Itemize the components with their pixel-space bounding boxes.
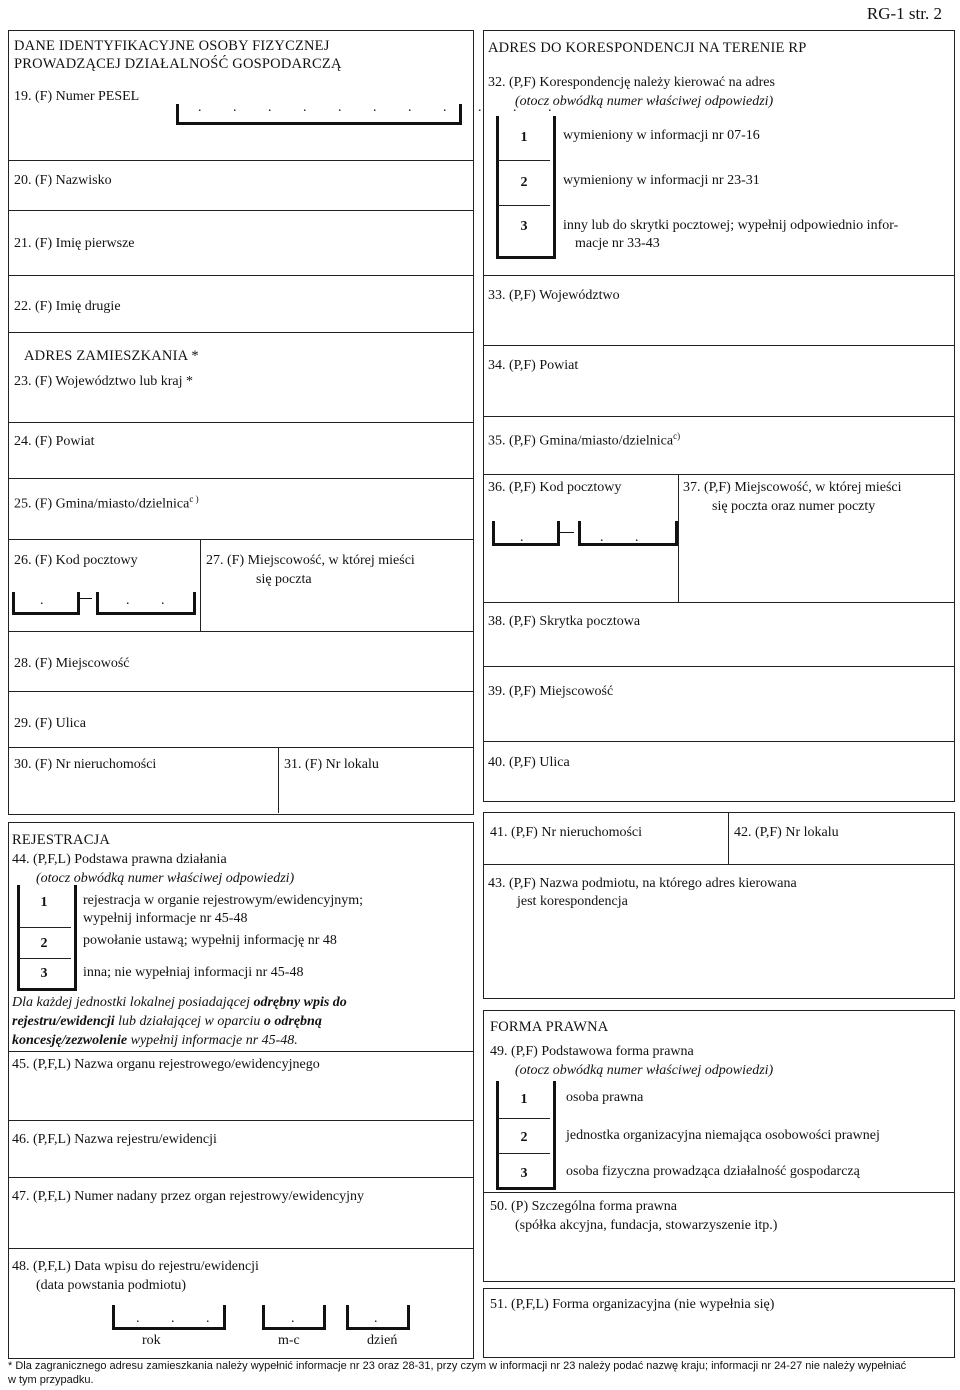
reg-option-1-text-1: rejestracja w organie rejestrowym/ewidencyjnym; — [83, 893, 364, 908]
field-39-label: 39. (P,F) Miejscowość — [488, 684, 614, 699]
county-field[interactable] — [8, 422, 473, 478]
field-44-hint: (otocz obwódką numer właściwej odpowiedzi) — [36, 871, 295, 886]
field-44-label: 44. (P,F,L) Podstawa prawna działania — [12, 852, 227, 867]
legal-option-2-text: jednostka organizacyjna niemająca osobowości prawnej — [566, 1128, 880, 1143]
legal-form-title: FORMA PRAWNA — [490, 1019, 609, 1035]
po-box-field[interactable] — [483, 602, 954, 666]
field-43-label-1: 43. (P,F) Nazwa podmiotu, na którego adres kierowana — [488, 876, 797, 891]
legal-option-1-number[interactable]: 1 — [520, 1092, 528, 1107]
corr-apartment-number-field[interactable] — [728, 812, 954, 864]
reg-note-line3: koncesję/zezwolenie wypełnij informacje nr 45-48. — [12, 1033, 298, 1048]
registry-name-field[interactable] — [8, 1120, 473, 1177]
field-21-label: 21. (F) Imię pierwsze — [14, 236, 135, 251]
corr-option-1-number[interactable]: 1 — [520, 130, 528, 145]
corr-option-3-number[interactable]: 3 — [520, 219, 528, 234]
page-label: RG-1 str. 2 — [866, 4, 942, 23]
field-31-label: 31. (F) Nr lokalu — [284, 757, 379, 772]
field-23-label: 23. (F) Województwo lub kraj * — [14, 374, 194, 389]
footnote-line1: * Dla zagranicznego adresu zamieszkania należy wypełnić informacje nr 23 oraz 28-31, przy czym w informacji nr 23 należy podać nazwę kraju; informacji nr 24-27 nie należy wypełniać — [8, 1360, 907, 1372]
corr-locality-field[interactable] — [483, 666, 954, 741]
reg-date-month-label: m-c — [278, 1333, 300, 1348]
reg-option-1-text-2: wypełnij informacje nr 45-48 — [83, 911, 248, 926]
reg-option-3-text: inna; nie wypełniaj informacji nr 45-48 — [83, 965, 304, 980]
corr-postal-code-a-dots: . — [520, 530, 524, 545]
field-49-hint: (otocz obwódką numer właściwej odpowiedzi) — [515, 1063, 774, 1078]
corr-entity-name-field[interactable] — [483, 864, 954, 997]
corr-post-town-field[interactable] — [678, 474, 954, 602]
second-name-field[interactable] — [8, 275, 473, 332]
reg-date-day-label: dzień — [367, 1333, 398, 1348]
corr-voivodeship-field[interactable] — [483, 275, 954, 345]
field-37-label-2: się poczta oraz numer poczty — [712, 499, 876, 514]
legal-option-3-text: osoba fizyczna prowadząca działalność gospodarczą — [566, 1164, 860, 1179]
corr-option-2-number[interactable]: 2 — [520, 175, 528, 190]
reg-date-day-dots: . — [374, 1311, 378, 1326]
field-27-label-1: 27. (F) Miejscowość, w której mieści — [206, 553, 415, 568]
corr-postal-code-b-dots: . . — [600, 530, 653, 545]
apartment-number-field[interactable] — [278, 747, 473, 813]
reg-date-year-dots: . . . — [136, 1311, 224, 1326]
special-legal-form-field[interactable] — [483, 1192, 954, 1280]
reg-date-year-label: rok — [142, 1333, 161, 1348]
field-27-label-2: się poczta — [256, 572, 312, 587]
postal-code-b-dots: . . — [126, 593, 179, 608]
address-title: ADRES ZAMIESZKANIA * — [24, 348, 199, 364]
surname-field[interactable] — [8, 160, 473, 210]
corr-option-1-text: wymieniony w informacji nr 07-16 — [563, 128, 760, 143]
registry-authority-field[interactable] — [8, 1051, 473, 1120]
field-35-label: 35. (P,F) Gmina/miasto/dzielnica$^{c)}$ — [488, 431, 681, 449]
legal-option-1-text: osoba prawna — [566, 1090, 644, 1105]
reg-option-2-text: powołanie ustawą; wypełnij informację nr 48 — [83, 933, 337, 948]
field-20-label: 20. (F) Nazwisko — [14, 173, 112, 188]
field-43-label-2: jest korespondencja — [517, 894, 628, 909]
field-32-hint: (otocz obwódką numer właściwej odpowiedzi) — [515, 94, 774, 109]
corr-building-number-field[interactable] — [483, 812, 728, 864]
corr-option-3-text-2: macje nr 33-43 — [575, 236, 660, 251]
footnote-line2: w tym przypadku. — [8, 1374, 94, 1386]
field-32-label: 32. (P,F) Korespondencję należy kierować na adres — [488, 75, 775, 90]
reg-option-2-number[interactable]: 2 — [40, 936, 48, 951]
field-19-label: 19. (F) Numer PESEL — [14, 89, 140, 104]
registration-title: REJESTRACJA — [12, 832, 111, 848]
person-title-line1: DANE IDENTYFIKACYJNE OSOBY FIZYCZNEJ — [14, 38, 330, 54]
corr-option-2-text: wymieniony w informacji nr 23-31 — [563, 173, 760, 188]
street-field[interactable] — [8, 691, 473, 747]
field-38-label: 38. (P,F) Skrytka pocztowa — [488, 614, 641, 629]
field-42-label: 42. (P,F) Nr lokalu — [734, 825, 839, 840]
field-41-label: 41. (P,F) Nr nieruchomości — [490, 825, 643, 840]
first-name-field[interactable] — [8, 210, 473, 275]
reg-date-day[interactable] — [346, 1305, 410, 1330]
locality-field[interactable] — [8, 631, 473, 691]
reg-option-1-number[interactable]: 1 — [40, 895, 48, 910]
field-40-label: 40. (P,F) Ulica — [488, 755, 570, 770]
corr-municipality-field[interactable] — [483, 416, 954, 474]
post-town-field[interactable] — [200, 539, 473, 631]
corr-option-3-text-1: inny lub do skrytki pocztowej; wypełnij odpowiednio infor- — [563, 218, 899, 233]
field-49-label: 49. (P,F) Podstawowa forma prawna — [490, 1044, 694, 1059]
building-number-field[interactable] — [8, 747, 278, 813]
field-48-label-2: (data powstania podmiotu) — [36, 1278, 187, 1293]
field-26-label: 26. (F) Kod pocztowy — [14, 553, 138, 568]
field-46-label: 46. (P,F,L) Nazwa rejestru/ewidencji — [12, 1132, 217, 1147]
field-45-label: 45. (P,F,L) Nazwa organu rejestrowego/ewidencyjnego — [12, 1057, 320, 1072]
field-30-label: 30. (F) Nr nieruchomości — [14, 757, 157, 772]
field-22-label: 22. (F) Imię drugie — [14, 299, 121, 314]
field-25-label: 25. (F) Gmina/miasto/dzielnica$^{c )}$ — [14, 494, 199, 512]
reg-note-line1: Dla każdej jednostki lokalnej posiadającej odrębny wpis do — [12, 995, 347, 1010]
field-33-label: 33. (P,F) Województwo — [488, 288, 620, 303]
field-47-label: 47. (P,F,L) Numer nadany przez organ rejestrowy/ewidencyjny — [12, 1189, 365, 1204]
field-24-label: 24. (F) Powiat — [14, 434, 95, 449]
field-34-label: 34. (P,F) Powiat — [488, 358, 579, 373]
reg-note-line2: rejestru/ewidencji lub działającej w oparciu o odrębną — [12, 1014, 322, 1029]
corr-county-field[interactable] — [483, 345, 954, 416]
corr-street-field[interactable] — [483, 741, 954, 800]
voivodeship-field[interactable] — [8, 332, 473, 422]
person-title-line2: PROWADZĄCEJ DZIAŁALNOŚĆ GOSPODARCZĄ — [14, 56, 342, 72]
field-28-label: 28. (F) Miejscowość — [14, 656, 130, 671]
field-37-label-1: 37. (P,F) Miejscowość, w której mieści — [683, 480, 902, 495]
field-48-label-1: 48. (P,F,L) Data wpisu do rejestru/ewidencji — [12, 1259, 259, 1274]
legal-option-3-number[interactable]: 3 — [520, 1166, 528, 1181]
field-36-label: 36. (P,F) Kod pocztowy — [488, 480, 622, 495]
municipality-field[interactable] — [8, 478, 473, 539]
field-50-hint: (spółka akcyjna, fundacja, stowarzyszenie itp.) — [515, 1218, 778, 1233]
corr-postal-code-a[interactable] — [492, 521, 560, 546]
field-50-label: 50. (P) Szczególna forma prawna — [490, 1199, 677, 1214]
field-51-label: 51. (P,F,L) Forma organizacyjna (nie wypełnia się) — [490, 1297, 775, 1312]
field-29-label: 29. (F) Ulica — [14, 716, 86, 731]
correspondence-title: ADRES DO KORESPONDENCJI NA TERENIE RP — [488, 40, 807, 56]
pesel-dots: . . . . . . . . . . . — [198, 100, 566, 115]
reg-option-3-number[interactable]: 3 — [40, 966, 48, 981]
reg-date-month-dots: . — [291, 1311, 295, 1326]
registry-number-field[interactable] — [8, 1177, 473, 1248]
postal-code-a[interactable] — [12, 592, 80, 615]
postal-code-a-dots: . — [40, 593, 44, 608]
legal-option-2-number[interactable]: 2 — [520, 1130, 528, 1145]
